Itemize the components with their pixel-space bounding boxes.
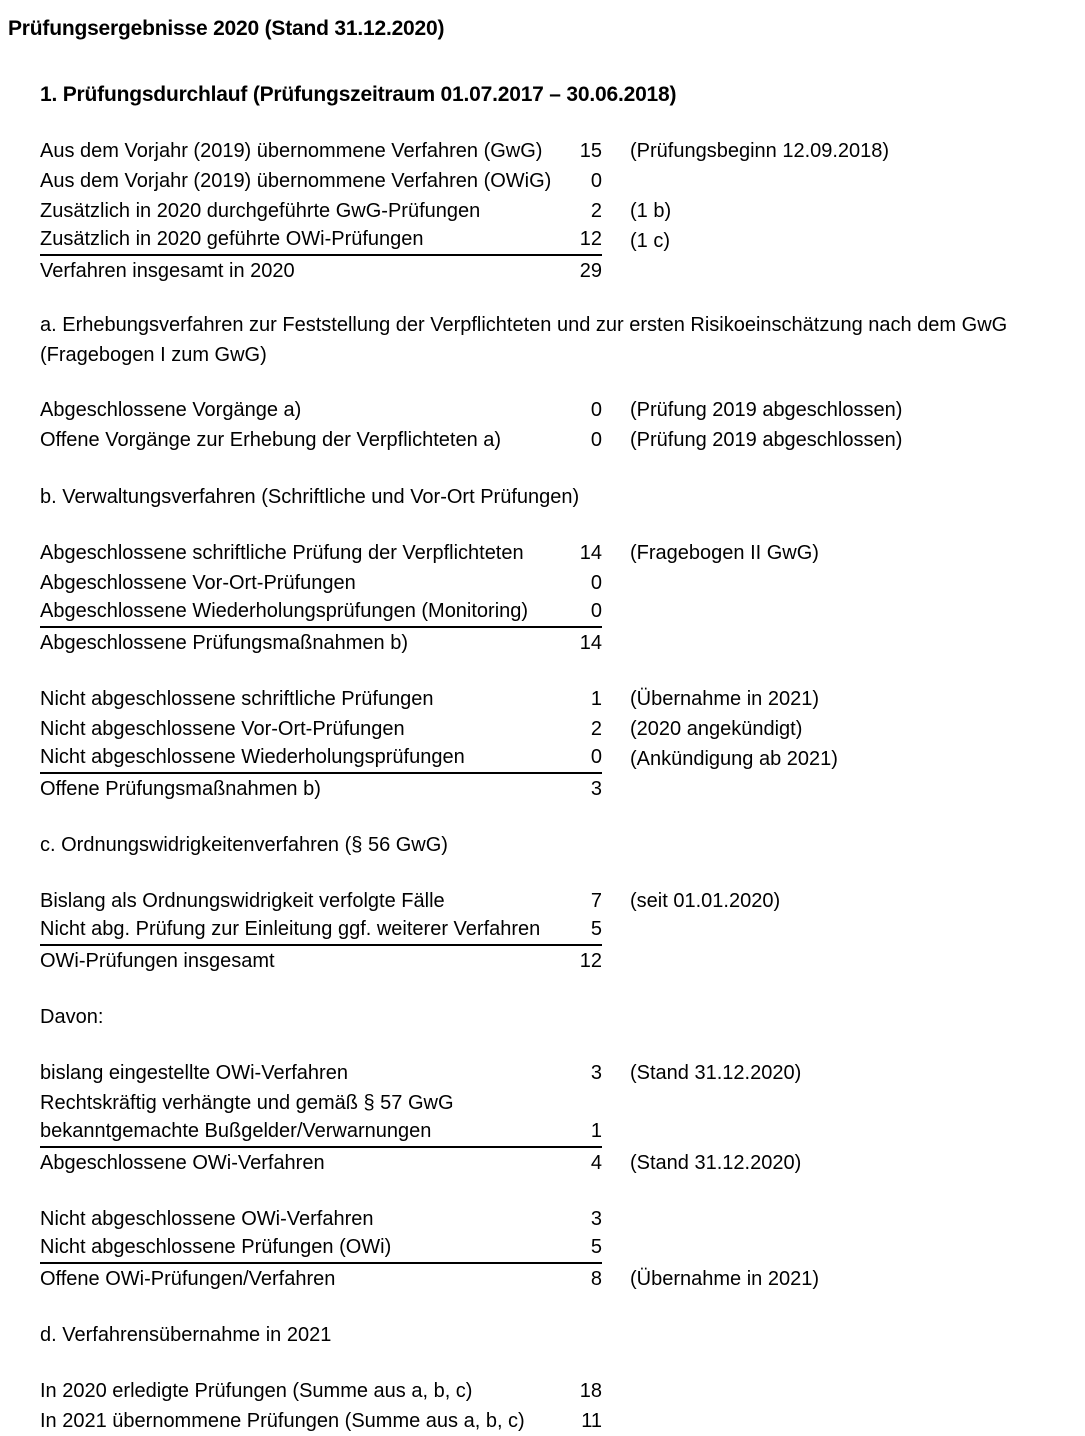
section-c-rows-table — [40, 886, 1085, 976]
section-d-heading: d. Verfahrensübernahme in 2021 — [40, 1324, 332, 1346]
davon-decided-rows-table — [40, 1058, 1085, 1178]
table-row — [40, 714, 1085, 744]
row-main — [40, 568, 602, 598]
table-row — [40, 1058, 1085, 1088]
section-d-rows-table — [40, 1376, 1085, 1436]
section-b-completed-rows-table — [40, 538, 1085, 658]
table-row — [40, 425, 1085, 455]
row-value: 1 — [590, 1120, 602, 1142]
row-label: Nicht abgeschlossene Wiederholungsprüfungen — [40, 746, 465, 768]
row-label: Offene OWi-Prüfungen/Verfahren — [40, 1268, 336, 1290]
row-label: Zusätzlich in 2020 durchgeführte GwG-Prüfungen — [40, 200, 481, 222]
row-value: 5 — [590, 1236, 602, 1258]
row-label: Nicht abgeschlossene Vor-Ort-Prüfungen — [40, 718, 405, 740]
section-b-open-rows-table — [40, 684, 1085, 804]
row-value: 4 — [590, 1152, 602, 1174]
davon-open-rows-table — [40, 1204, 1085, 1294]
row-value: 3 — [590, 1208, 602, 1230]
page-title: Prüfungsergebnisse 2020 (Stand 31.12.2020) — [8, 17, 445, 40]
row-note: (Prüfungsbeginn 12.09.2018) — [630, 140, 890, 162]
row-value: 0 — [590, 746, 602, 768]
row-value: 12 — [579, 228, 602, 250]
row-note: (1 c) — [630, 230, 670, 252]
table-row — [40, 598, 1085, 628]
table-row — [40, 1264, 1085, 1294]
table-row — [40, 1148, 1085, 1178]
row-note: (Übernahme in 2021) — [630, 1268, 819, 1290]
row-main — [40, 628, 602, 658]
row-value: 14 — [579, 542, 602, 564]
table-row — [40, 196, 1085, 226]
row-label: Offene Vorgänge zur Erhebung der Verpflichteten a) — [40, 429, 502, 451]
row-main — [40, 886, 602, 916]
table-row — [40, 1376, 1085, 1406]
row-value: 1 — [590, 688, 602, 710]
row-value: 15 — [579, 140, 602, 162]
row-note: (Übernahme in 2021) — [630, 688, 819, 710]
row-value: 14 — [579, 632, 602, 654]
row-main — [40, 256, 602, 286]
row-value: 7 — [590, 890, 602, 912]
row-main — [40, 1204, 602, 1234]
section-b-heading: b. Verwaltungsverfahren (Schriftliche und Vor-Ort Prüfungen) — [40, 486, 580, 508]
row-label: Aus dem Vorjahr (2019) übernommene Verfahren (OWiG) — [40, 170, 552, 192]
row-main-underlined — [40, 1234, 602, 1264]
table-row — [40, 1118, 1085, 1148]
row-main — [40, 425, 602, 455]
row-note: (Prüfung 2019 abgeschlossen) — [630, 429, 903, 451]
row-value: 3 — [590, 1062, 602, 1084]
row-label: Verfahren insgesamt in 2020 — [40, 260, 295, 282]
table-row — [40, 1234, 1085, 1264]
row-label: Nicht abgeschlossene Prüfungen (OWi) — [40, 1236, 392, 1258]
row-label: In 2020 erledigte Prüfungen (Summe aus a, b, c) — [40, 1380, 473, 1402]
section-a-heading — [40, 310, 1085, 370]
table-row — [40, 684, 1085, 714]
row-main — [40, 1264, 602, 1294]
row-main — [40, 946, 602, 976]
table-row — [40, 256, 1085, 286]
section-a-rows-table — [40, 395, 1085, 455]
section-a-heading-line1: a. Erhebungsverfahren zur Feststellung der Verpflichteten und zur ersten Risikoeinschätzung nach dem GwG — [40, 314, 1008, 336]
row-main — [40, 166, 602, 196]
row-label: Abgeschlossene OWi-Verfahren — [40, 1152, 325, 1174]
table-row — [40, 1204, 1085, 1234]
row-main-underlined — [40, 226, 602, 256]
row-label: Aus dem Vorjahr (2019) übernommene Verfahren (GwG) — [40, 140, 543, 162]
row-label: Abgeschlossene schriftliche Prüfung der Verpflichteten — [40, 542, 524, 564]
row-label: Abgeschlossene Vorgänge a) — [40, 399, 302, 421]
row-main — [40, 196, 602, 226]
table-row — [40, 886, 1085, 916]
row-main — [40, 1376, 602, 1406]
table-row — [40, 538, 1085, 568]
row-value: 2 — [590, 718, 602, 740]
row-label: Nicht abg. Prüfung zur Einleitung ggf. weiterer Verfahren — [40, 918, 541, 940]
table-row — [40, 568, 1085, 598]
row-value: 18 — [579, 1380, 602, 1402]
row-label: OWi-Prüfungen insgesamt — [40, 950, 275, 972]
section1-heading: 1. Prüfungsdurchlauf (Prüfungszeitraum 01.07.2017 – 30.06.2018) — [40, 83, 677, 106]
table-row — [40, 744, 1085, 774]
row-label: Abgeschlossene Prüfungsmaßnahmen b) — [40, 632, 408, 654]
row-label: Abgeschlossene Vor-Ort-Prüfungen — [40, 572, 356, 594]
row-main-underlined — [40, 598, 602, 628]
table-row — [40, 916, 1085, 946]
row-main — [40, 1148, 602, 1178]
row-value: 0 — [590, 399, 602, 421]
table-row — [40, 628, 1085, 658]
row-main — [40, 774, 602, 804]
row-value: 0 — [590, 600, 602, 622]
row-label: Rechtskräftig verhängte und gemäß § 57 GwG — [40, 1092, 454, 1114]
row-value: 2 — [590, 200, 602, 222]
row-main — [40, 684, 602, 714]
row-note: (1 b) — [630, 200, 672, 222]
row-value: 0 — [590, 429, 602, 451]
row-main-underlined — [40, 1118, 602, 1148]
row-value — [558, 1088, 602, 1118]
row-main-underlined — [40, 744, 602, 774]
row-label: bislang eingestellte OWi-Verfahren — [40, 1062, 348, 1084]
row-label: Nicht abgeschlossene OWi-Verfahren — [40, 1208, 374, 1230]
row-label: bekanntgemachte Bußgelder/Verwarnungen — [40, 1120, 432, 1142]
row-note: (Fragebogen II GwG) — [630, 542, 819, 564]
row-value: 5 — [590, 918, 602, 940]
table-row — [40, 1406, 1085, 1436]
row-label: Offene Prüfungsmaßnahmen b) — [40, 778, 321, 800]
row-note: (seit 01.01.2020) — [630, 890, 781, 912]
row-main-underlined — [40, 916, 602, 946]
row-label: In 2021 übernommene Prüfungen (Summe aus a, b, c) — [40, 1410, 525, 1432]
row-value: 3 — [590, 778, 602, 800]
table-row — [40, 946, 1085, 976]
row-value: 0 — [590, 572, 602, 594]
row-main — [40, 538, 602, 568]
row-main — [40, 395, 602, 425]
row-value: 11 — [581, 1410, 602, 1432]
section-a-heading-line2: (Fragebogen I zum GwG) — [40, 344, 267, 366]
row-value: 8 — [590, 1268, 602, 1290]
row-main — [40, 136, 602, 166]
row-label: Bislang als Ordnungswidrigkeit verfolgte Fälle — [40, 890, 445, 912]
row-main — [40, 714, 602, 744]
table-row — [40, 1088, 1085, 1118]
row-note: (Stand 31.12.2020) — [630, 1062, 802, 1084]
row-note: (Ankündigung ab 2021) — [630, 748, 838, 770]
intro-rows-table — [40, 136, 1085, 286]
row-label: Abgeschlossene Wiederholungsprüfungen (Monitoring) — [40, 600, 529, 622]
davon-label: Davon: — [40, 1006, 104, 1028]
row-note: (Prüfung 2019 abgeschlossen) — [630, 399, 903, 421]
row-main — [40, 1088, 602, 1118]
row-note: (2020 angekündigt) — [630, 718, 803, 740]
row-value: 12 — [579, 950, 602, 972]
row-main — [40, 1406, 602, 1436]
row-value: 29 — [579, 260, 602, 282]
section-c-heading: c. Ordnungswidrigkeitenverfahren (§ 56 GwG) — [40, 834, 448, 856]
table-row — [40, 166, 1085, 196]
table-row — [40, 774, 1085, 804]
row-label: Zusätzlich in 2020 geführte OWi-Prüfungen — [40, 228, 424, 250]
row-note: (Stand 31.12.2020) — [630, 1152, 802, 1174]
table-row — [40, 226, 1085, 256]
row-main — [40, 1058, 602, 1088]
table-row — [40, 136, 1085, 166]
row-value: 0 — [590, 170, 602, 192]
table-row — [40, 395, 1085, 425]
row-label: Nicht abgeschlossene schriftliche Prüfungen — [40, 688, 434, 710]
